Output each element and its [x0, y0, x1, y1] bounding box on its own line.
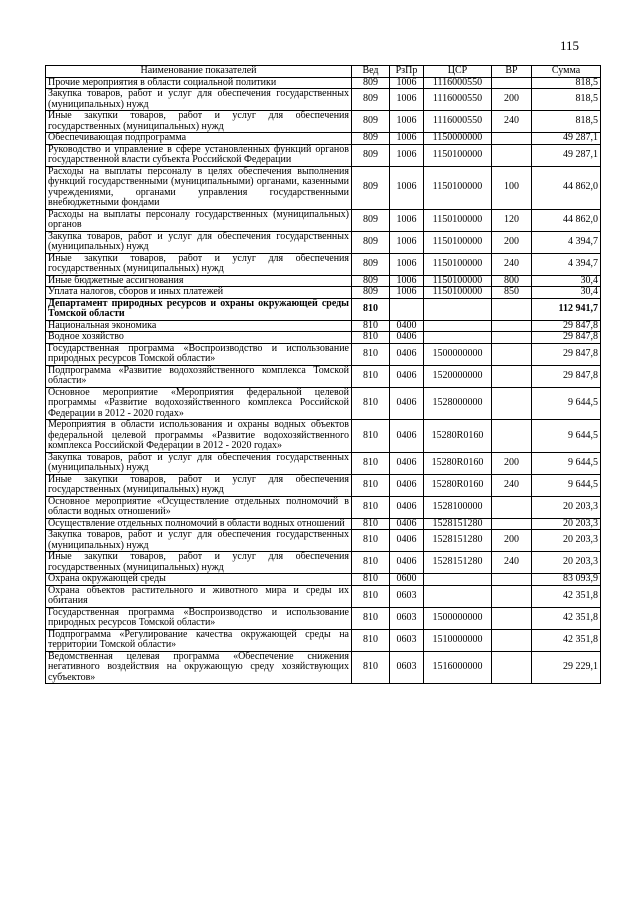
- cell-rzpr: 1006: [390, 111, 424, 133]
- cell-ved: 810: [352, 607, 390, 629]
- cell-sum: 818,5: [532, 77, 601, 89]
- cell-name: Закупка товаров, работ и услуг для обеспечения государственных (муниципальных) нужд: [46, 89, 352, 111]
- table-row: [46, 651, 601, 684]
- table-row: [46, 496, 601, 518]
- cell-sum: 4 394,7: [532, 253, 601, 275]
- cell-sum: 49 287,1: [532, 133, 601, 145]
- cell-rzpr: 0406: [390, 452, 424, 474]
- cell-sum: 112 941,7: [532, 298, 601, 320]
- cell-vr: [492, 420, 532, 453]
- cell-vr: [492, 518, 532, 530]
- cell-rzpr: 0406: [390, 387, 424, 420]
- table-row: [46, 552, 601, 574]
- page-number: 115: [560, 38, 580, 53]
- cell-ved: 810: [352, 585, 390, 607]
- cell-vr: [492, 77, 532, 89]
- cell-rzpr: 0406: [390, 343, 424, 365]
- cell-name: Иные закупки товаров, работ и услуг для обеспечения государственных (муниципальных) нужд: [46, 552, 352, 574]
- cell-sum: 20 203,3: [532, 496, 601, 518]
- table-header-row: [46, 66, 601, 78]
- cell-ved: 810: [352, 387, 390, 420]
- cell-sum: 9 644,5: [532, 420, 601, 453]
- cell-ved: 809: [352, 209, 390, 231]
- cell-name: Иные закупки товаров, работ и услуг для обеспечения государственных (муниципальных) нужд: [46, 111, 352, 133]
- cell-vr: [492, 607, 532, 629]
- cell-vr: [492, 574, 532, 586]
- cell-sum: 44 862,0: [532, 166, 601, 209]
- cell-sum: 818,5: [532, 89, 601, 111]
- cell-csr: 1116000550: [424, 89, 492, 111]
- cell-ved: 810: [352, 474, 390, 496]
- cell-name: Обеспечивающая подпрограмма: [46, 133, 352, 145]
- cell-ved: 809: [352, 231, 390, 253]
- cell-ved: 809: [352, 275, 390, 287]
- cell-rzpr: 0406: [390, 420, 424, 453]
- cell-vr: 800: [492, 275, 532, 287]
- header-ved: Вед: [352, 66, 390, 78]
- cell-name: Департамент природных ресурсов и охраны окружающей среды Томской области: [46, 298, 352, 320]
- cell-vr: 200: [492, 231, 532, 253]
- cell-ved: 810: [352, 496, 390, 518]
- cell-rzpr: 1006: [390, 231, 424, 253]
- cell-rzpr: 0600: [390, 574, 424, 586]
- cell-name: Подпрограмма «Развитие водохозяйственного комплекса Томской области»: [46, 365, 352, 387]
- cell-ved: 810: [352, 530, 390, 552]
- cell-sum: 42 351,8: [532, 585, 601, 607]
- cell-sum: 4 394,7: [532, 231, 601, 253]
- table-row: [46, 320, 601, 332]
- cell-csr: [424, 574, 492, 586]
- cell-vr: [492, 585, 532, 607]
- cell-sum: 49 287,1: [532, 144, 601, 166]
- cell-csr: 1528151280: [424, 552, 492, 574]
- cell-vr: [492, 496, 532, 518]
- cell-csr: 15280R0160: [424, 474, 492, 496]
- cell-vr: [492, 387, 532, 420]
- table-row: [46, 209, 601, 231]
- cell-name: Осуществление отдельных полномочий в области водных отношений: [46, 518, 352, 530]
- cell-sum: 9 644,5: [532, 474, 601, 496]
- cell-rzpr: 0603: [390, 629, 424, 651]
- cell-csr: 1150100000: [424, 231, 492, 253]
- table-row: [46, 420, 601, 453]
- cell-sum: 9 644,5: [532, 387, 601, 420]
- header-vr: ВР: [492, 66, 532, 78]
- cell-csr: 1528151280: [424, 530, 492, 552]
- cell-ved: 809: [352, 111, 390, 133]
- cell-csr: 1150100000: [424, 287, 492, 299]
- cell-rzpr: 0406: [390, 518, 424, 530]
- table-row: [46, 111, 601, 133]
- cell-csr: 1528000000: [424, 387, 492, 420]
- cell-rzpr: 1006: [390, 166, 424, 209]
- cell-ved: 810: [352, 629, 390, 651]
- table-row: [46, 574, 601, 586]
- cell-csr: 15280R0160: [424, 452, 492, 474]
- cell-sum: 42 351,8: [532, 607, 601, 629]
- cell-vr: 200: [492, 89, 532, 111]
- cell-rzpr: 1006: [390, 77, 424, 89]
- cell-csr: 15280R0160: [424, 420, 492, 453]
- cell-csr: 1528151280: [424, 518, 492, 530]
- cell-rzpr: 0406: [390, 552, 424, 574]
- cell-name: Закупка товаров, работ и услуг для обеспечения государственных (муниципальных) нужд: [46, 452, 352, 474]
- cell-ved: 810: [352, 552, 390, 574]
- cell-sum: 29 847,8: [532, 365, 601, 387]
- cell-vr: 200: [492, 452, 532, 474]
- cell-name: Водное хозяйство: [46, 332, 352, 344]
- cell-name: Основное мероприятие «Осуществление отдельных полномочий в области водных отношений»: [46, 496, 352, 518]
- cell-sum: 29 847,8: [532, 343, 601, 365]
- cell-csr: 1150100000: [424, 144, 492, 166]
- table-row: [46, 287, 601, 299]
- cell-ved: 809: [352, 166, 390, 209]
- cell-sum: 818,5: [532, 111, 601, 133]
- cell-csr: 1150100000: [424, 275, 492, 287]
- cell-rzpr: 1006: [390, 209, 424, 231]
- table-row: [46, 253, 601, 275]
- header-name: Наименование показателей: [46, 66, 352, 78]
- cell-name: Охрана окружающей среды: [46, 574, 352, 586]
- cell-sum: 30,4: [532, 275, 601, 287]
- cell-sum: 30,4: [532, 287, 601, 299]
- cell-rzpr: 1006: [390, 144, 424, 166]
- cell-ved: 810: [352, 518, 390, 530]
- cell-ved: 809: [352, 144, 390, 166]
- cell-vr: 850: [492, 287, 532, 299]
- cell-vr: 240: [492, 552, 532, 574]
- cell-csr: [424, 320, 492, 332]
- cell-vr: [492, 629, 532, 651]
- cell-name: Расходы на выплаты персоналу государственных (муниципальных) органов: [46, 209, 352, 231]
- cell-rzpr: 0400: [390, 320, 424, 332]
- cell-csr: 1150000000: [424, 133, 492, 145]
- table-row: [46, 77, 601, 89]
- cell-rzpr: 1006: [390, 133, 424, 145]
- header-sum: Сумма: [532, 66, 601, 78]
- table-row: [46, 474, 601, 496]
- cell-rzpr: [390, 298, 424, 320]
- cell-ved: 809: [352, 89, 390, 111]
- cell-ved: 810: [352, 298, 390, 320]
- cell-vr: 240: [492, 253, 532, 275]
- cell-csr: 1510000000: [424, 629, 492, 651]
- cell-name: Ведомственная целевая программа «Обеспечение снижения негативного воздействия на окружающую среду хозяйствующих субъектов»: [46, 651, 352, 684]
- cell-rzpr: 0406: [390, 365, 424, 387]
- cell-vr: 200: [492, 530, 532, 552]
- table-row: [46, 133, 601, 145]
- cell-rzpr: 1006: [390, 287, 424, 299]
- cell-name: Уплата налогов, сборов и иных платежей: [46, 287, 352, 299]
- cell-name: Мероприятия в области использования и охраны водных объектов федеральной целевой программы «Развитие водохозяйственного комплекса Российской Федерации в 2012 - 2020 годах»: [46, 420, 352, 453]
- cell-vr: 100: [492, 166, 532, 209]
- cell-name: Основное мероприятие «Мероприятия федеральной целевой программы «Развитие водохозяйственного комплекса Российской Федерации в 2012 - 2020 годах»: [46, 387, 352, 420]
- cell-vr: [492, 651, 532, 684]
- cell-csr: 1500000000: [424, 343, 492, 365]
- cell-ved: 810: [352, 651, 390, 684]
- cell-rzpr: 1006: [390, 275, 424, 287]
- cell-sum: 20 203,3: [532, 530, 601, 552]
- table-row: [46, 298, 601, 320]
- cell-rzpr: 0406: [390, 530, 424, 552]
- table-row: [46, 387, 601, 420]
- cell-ved: 810: [352, 343, 390, 365]
- cell-name: Прочие мероприятия в области социальной политики: [46, 77, 352, 89]
- cell-ved: 810: [352, 332, 390, 344]
- cell-vr: [492, 320, 532, 332]
- cell-csr: 1520000000: [424, 365, 492, 387]
- cell-ved: 810: [352, 320, 390, 332]
- cell-csr: 1116000550: [424, 111, 492, 133]
- cell-name: Закупка товаров, работ и услуг для обеспечения государственных (муниципальных) нужд: [46, 530, 352, 552]
- cell-vr: [492, 298, 532, 320]
- table-row: [46, 585, 601, 607]
- cell-vr: 120: [492, 209, 532, 231]
- cell-name: Расходы на выплаты персоналу в целях обеспечения выполнения функций государственными (муниципальными) органами, казенными учреждениями, органами управления государственными внебюджетными фондами: [46, 166, 352, 209]
- cell-rzpr: 0406: [390, 332, 424, 344]
- table-row: [46, 530, 601, 552]
- cell-csr: 1150100000: [424, 166, 492, 209]
- cell-sum: 42 351,8: [532, 629, 601, 651]
- table-row: [46, 231, 601, 253]
- header-csr: ЦСР: [424, 66, 492, 78]
- cell-csr: [424, 298, 492, 320]
- cell-vr: [492, 144, 532, 166]
- cell-vr: [492, 332, 532, 344]
- cell-name: Подпрограмма «Регулирование качества окружающей среды на территории Томской области»: [46, 629, 352, 651]
- cell-sum: 20 203,3: [532, 518, 601, 530]
- cell-name: Иные закупки товаров, работ и услуг для обеспечения государственных (муниципальных) нужд: [46, 474, 352, 496]
- cell-sum: 44 862,0: [532, 209, 601, 231]
- header-rzpr: РзПр: [390, 66, 424, 78]
- cell-sum: 29 847,8: [532, 320, 601, 332]
- budget-table: [45, 65, 601, 684]
- cell-sum: 29 847,8: [532, 332, 601, 344]
- cell-ved: 809: [352, 133, 390, 145]
- table-row: [46, 166, 601, 209]
- cell-rzpr: 0603: [390, 651, 424, 684]
- cell-name: Национальная экономика: [46, 320, 352, 332]
- cell-vr: [492, 133, 532, 145]
- cell-csr: 1150100000: [424, 253, 492, 275]
- cell-ved: 810: [352, 452, 390, 474]
- cell-rzpr: 0406: [390, 474, 424, 496]
- table-row: [46, 452, 601, 474]
- table-row: [46, 518, 601, 530]
- cell-ved: 810: [352, 420, 390, 453]
- cell-ved: 810: [352, 574, 390, 586]
- cell-sum: 29 229,1: [532, 651, 601, 684]
- cell-name: Иные бюджетные ассигнования: [46, 275, 352, 287]
- cell-name: Государственная программа «Воспроизводство и использование природных ресурсов Томской области»: [46, 607, 352, 629]
- table-row: [46, 607, 601, 629]
- cell-sum: 83 093,9: [532, 574, 601, 586]
- table-row: [46, 629, 601, 651]
- cell-vr: [492, 365, 532, 387]
- cell-ved: 809: [352, 287, 390, 299]
- cell-rzpr: 0406: [390, 496, 424, 518]
- cell-rzpr: 1006: [390, 253, 424, 275]
- table-row: [46, 275, 601, 287]
- cell-name: Государственная программа «Воспроизводство и использование природных ресурсов Томской области»: [46, 343, 352, 365]
- cell-ved: 809: [352, 253, 390, 275]
- table-row: [46, 89, 601, 111]
- cell-rzpr: 0603: [390, 607, 424, 629]
- table-row: [46, 332, 601, 344]
- cell-name: Закупка товаров, работ и услуг для обеспечения государственных (муниципальных) нужд: [46, 231, 352, 253]
- cell-rzpr: 1006: [390, 89, 424, 111]
- cell-sum: 9 644,5: [532, 452, 601, 474]
- cell-ved: 810: [352, 365, 390, 387]
- cell-csr: 1116000550: [424, 77, 492, 89]
- cell-csr: [424, 332, 492, 344]
- cell-name: Охрана объектов растительного и животного мира и среды их обитания: [46, 585, 352, 607]
- cell-csr: 1528100000: [424, 496, 492, 518]
- cell-csr: 1150100000: [424, 209, 492, 231]
- cell-rzpr: 0603: [390, 585, 424, 607]
- cell-name: Иные закупки товаров, работ и услуг для обеспечения государственных (муниципальных) нужд: [46, 253, 352, 275]
- table-row: [46, 144, 601, 166]
- cell-vr: 240: [492, 474, 532, 496]
- cell-vr: [492, 343, 532, 365]
- cell-sum: 20 203,3: [532, 552, 601, 574]
- cell-csr: [424, 585, 492, 607]
- cell-ved: 809: [352, 77, 390, 89]
- cell-name: Руководство и управление в сфере установленных функций органов государственной власти субъекта Российской Федерации: [46, 144, 352, 166]
- cell-csr: 1500000000: [424, 607, 492, 629]
- table-row: [46, 343, 601, 365]
- cell-csr: 1516000000: [424, 651, 492, 684]
- table-row: [46, 365, 601, 387]
- cell-vr: 240: [492, 111, 532, 133]
